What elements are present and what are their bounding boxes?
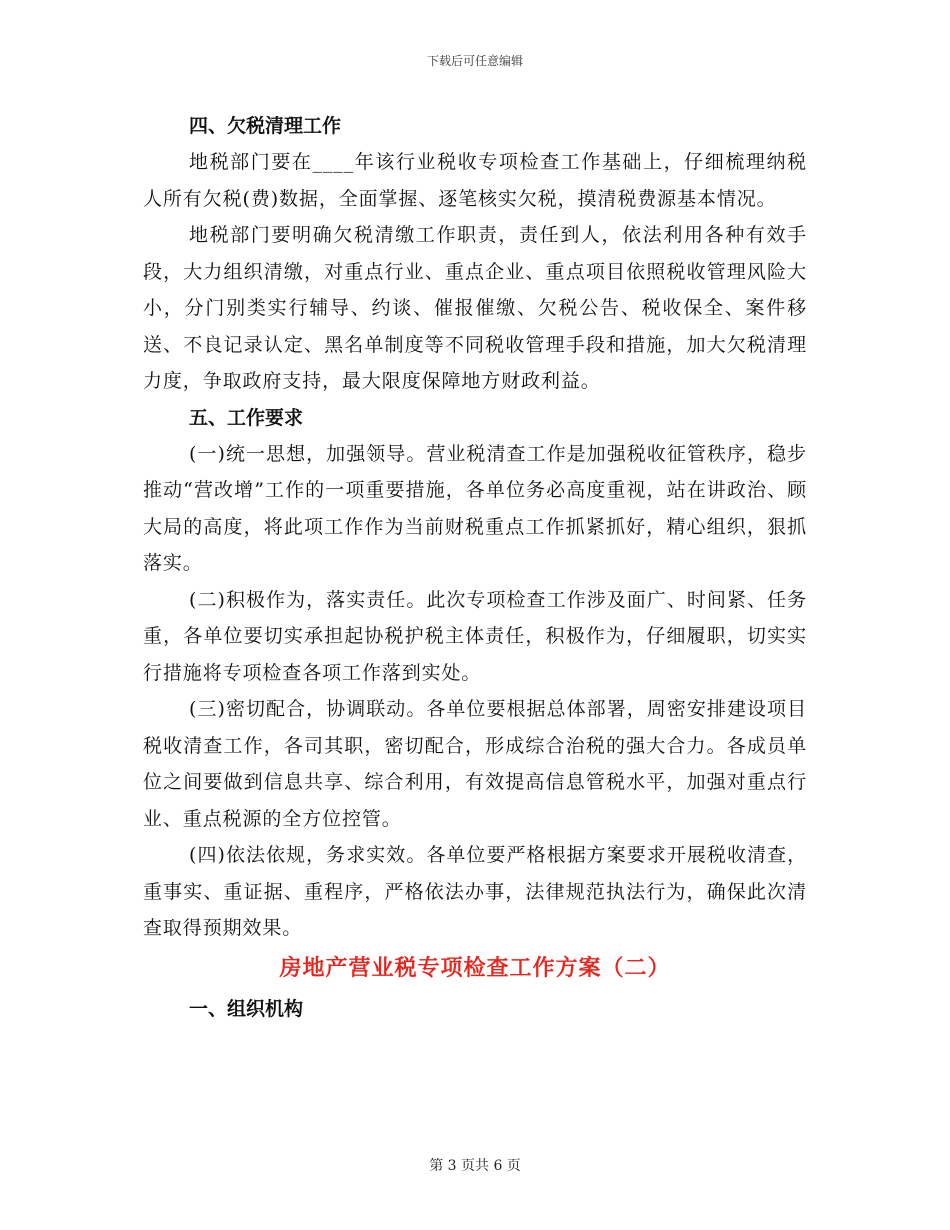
paragraph: (四)依法依规，务求实效。各单位要严格根据方案要求开展税收清查，重事实、重证据、重程序，严格依法办事，法律规范执法行为，确保此次清查取得预期效果。 — [143, 844, 807, 939]
document-title-2: 房地产营业税专项检查工作方案（二） — [279, 955, 671, 981]
paragraph: 地税部门要明确欠税清缴工作职责，责任到人，依法利用各种有效手段，大力组织清缴，对重点行业、重点企业、重点项目依照税收管理风险大小，分门别类实行辅导、约谈、催报催缴、欠税公告、税收保全、案件移送、不良记录认定、黑名单制度等不同税收管理手段和措施，加大欠税清理力度，争取政府支持，最大限度保障地方财政利益。 — [143, 224, 807, 392]
paragraph: (一)统一思想，加强领导。营业税清查工作是加强税收征管秩序，稳步推动“营改增”工作的一项重要措施，各单位务必高度重视，站在讲政治、顾大局的高度，将此项工作作为当前财税重点工作抓紧抓好，精心组织，狠抓落实。 — [143, 442, 807, 574]
section-heading-1: 一、组织机构 — [189, 997, 304, 1020]
paragraph: 地税部门要在____年该行业税收专项检查工作基础上，仔细梳理纳税人所有欠税(费)数据，全面掌握、逐笔核实欠税，摸清税费源基本情况。 — [143, 151, 807, 210]
page-header: 下载后可任意编辑 — [426, 54, 523, 68]
paragraph: (三)密切配合，协调联动。各单位要根据总体部署，周密安排建设项目税收清查工作，各司其职，密切配合，形成综合治税的强大合力。各成员单位之间要做到信息共享、综合利用，有效提高信息管税水平，加强对重点行业、重点税源的全方位控管。 — [143, 698, 807, 830]
section-heading-4: 四、欠税清理工作 — [189, 115, 342, 137]
section-heading-5: 五、工作要求 — [189, 406, 304, 429]
document-body — [143, 108, 807, 1027]
page-footer: 第 3 页共 6 页 — [429, 1158, 521, 1174]
paragraph: (二)积极作为，落实责任。此次专项检查工作涉及面广、时间紧、任务重，各单位要切实承担起协税护税主体责任，积极作为，仔细履职，切实实行措施将专项检查各项工作落到实处。 — [143, 588, 807, 684]
